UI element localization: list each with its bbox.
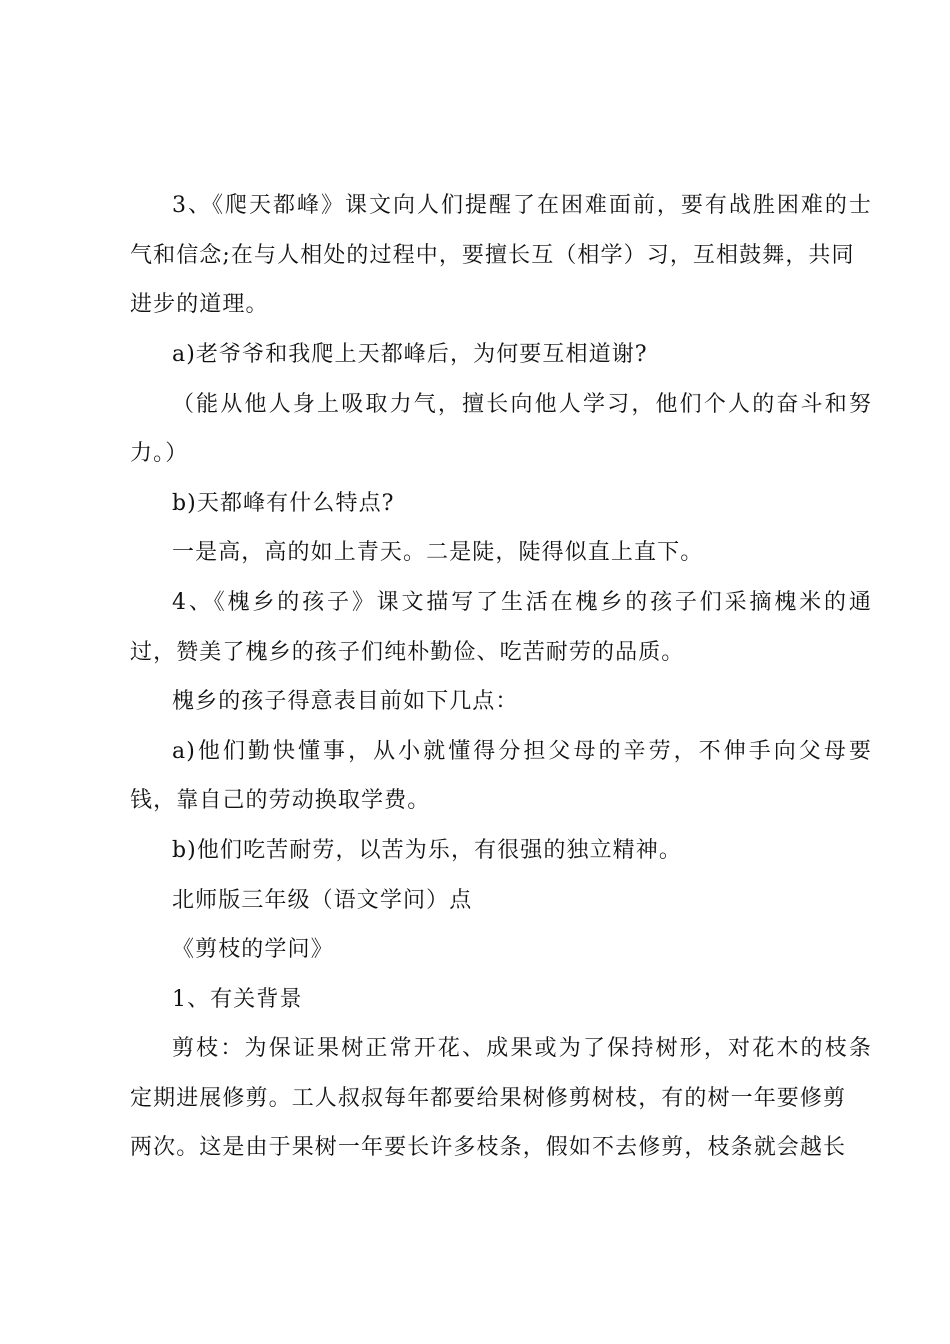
question-line: a)老爷爷和我爬上天都峰后，为何要互相道谢? <box>172 342 648 367</box>
paragraph-line: 进步的道理。 <box>130 292 269 317</box>
list-item-line: b)他们吃苦耐劳，以苦为乐，有很强的独立精神。 <box>172 838 682 863</box>
list-item-line: a)他们勤快懂事，从小就懂得分担父母的辛劳，不伸手向父母要 <box>172 739 872 764</box>
question-line: b)天都峰有什么特点? <box>172 491 395 516</box>
section-heading: 北师版三年级（语文学问）点 <box>172 888 473 913</box>
paragraph-line: 3、《爬天都峰》课文向人们提醒了在困难面前，要有战胜困难的士 <box>172 193 872 218</box>
paragraph-line: 定期进展修剪。工人叔叔每年都要给果树修剪树枝，有的树一年要修剪 <box>130 1086 847 1111</box>
list-item-line: 钱，靠自己的劳动换取学费。 <box>130 788 431 813</box>
answer-line: 力。） <box>130 441 189 466</box>
paragraph-line: 两次。这是由于果树一年要长许多枝条，假如不去修剪，枝条就会越长 <box>130 1135 847 1160</box>
paragraph-line: 气和信念;在与人相处的过程中，要擅长互（相学）习，互相鼓舞，共同 <box>130 243 855 268</box>
answer-line: （能从他人身上吸取力气，擅长向他人学习，他们个人的奋斗和努 <box>172 392 872 417</box>
paragraph-line: 剪枝：为保证果树正常开花、成果或为了保持树形，对花木的枝条 <box>172 1036 872 1061</box>
lesson-title: 《剪枝的学问》 <box>172 937 334 962</box>
paragraph-line: 过，赞美了槐乡的孩子们纯朴勤俭、吃苦耐劳的品质。 <box>130 640 685 665</box>
paragraph-line: 4、《槐乡的孩子》课文描写了生活在槐乡的孩子们采摘槐米的通 <box>172 590 872 615</box>
subsection-heading: 1、有关背景 <box>172 987 303 1012</box>
paragraph-line: 槐乡的孩子得意表目前如下几点： <box>172 689 519 714</box>
answer-line: 一是高，高的如上青天。二是陡，陡得似直上直下。 <box>172 540 704 565</box>
